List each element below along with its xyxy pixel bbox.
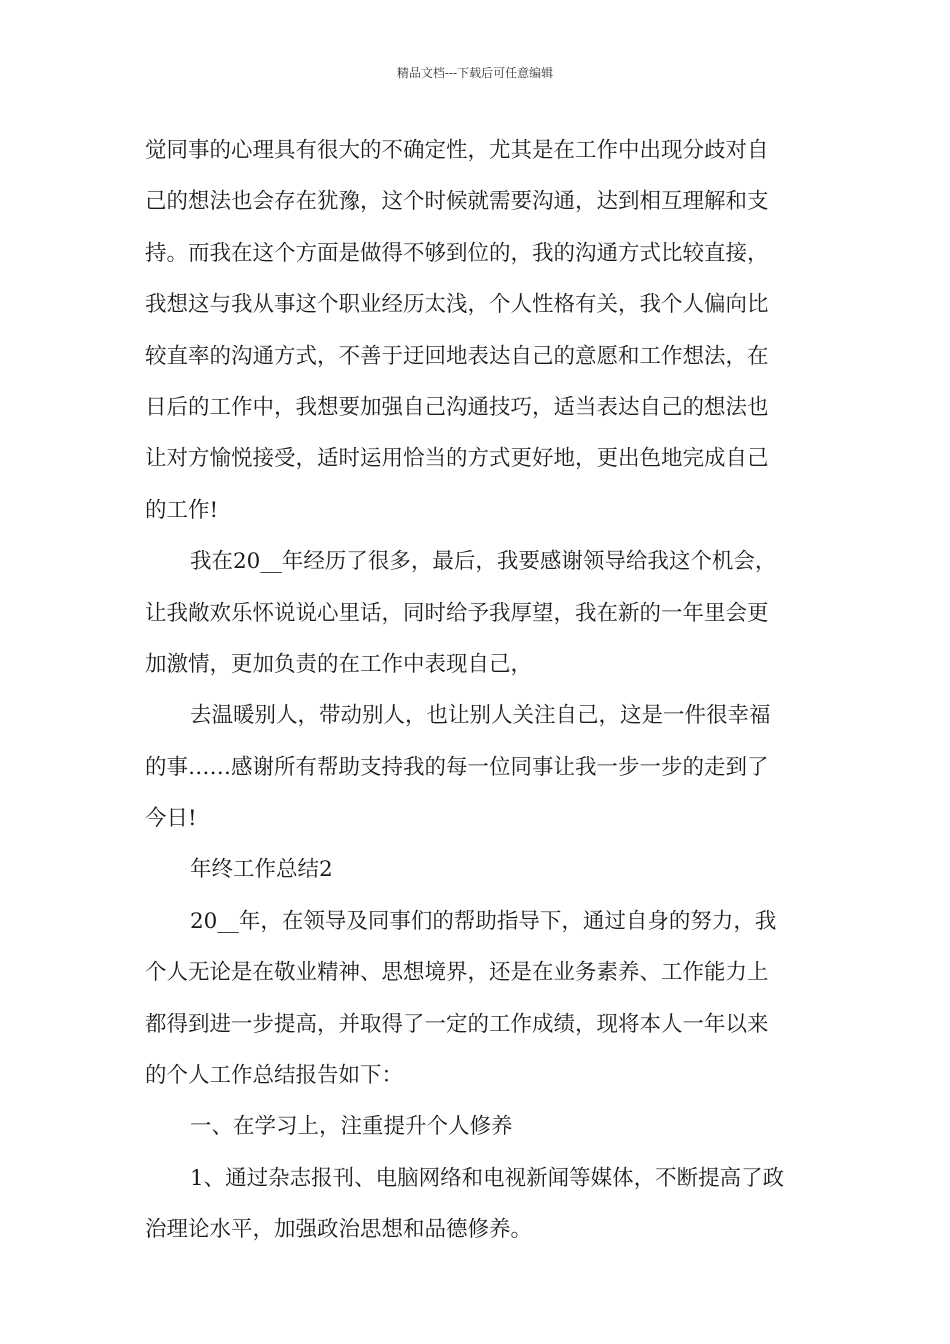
text-line: 的事……感谢所有帮助支持我的每一位同事让我一步一步的走到了 [145, 754, 769, 780]
document-body [145, 129, 810, 1260]
text-line: 今日! [145, 806, 197, 832]
text-line: 1、通过杂志报刊、电脑网络和电视新闻等媒体，不断提高了政 [190, 1165, 785, 1191]
paragraph-summary-intro [145, 900, 810, 1106]
text-line: 的个人工作总结报告如下： [145, 1063, 404, 1089]
text-line: 日后的工作中，我想要加强自己沟通技巧，适当表达自己的想法也 [145, 394, 769, 420]
text-line: 己的想法也会存在犹豫，这个时候就需要沟通，达到相互理解和支 [145, 189, 769, 215]
subsection-title: 一、在学习上，注重提升个人修养 [190, 1114, 513, 1140]
text-line: 持。而我在这个方面是做得不够到位的，我的沟通方式比较直接， [145, 240, 769, 266]
text-line: 去温暖别人，带动别人，也让别人关注自己，这是一件很幸福 [190, 703, 771, 729]
text-line: 我在20__年经历了很多，最后，我要感谢领导给我这个机会， [190, 549, 777, 575]
text-line: 较直率的沟通方式，不善于迂回地表达自己的意愿和工作想法，在 [145, 343, 769, 369]
subsection-heading [145, 1105, 810, 1156]
section-title [145, 848, 810, 899]
text-line: 我想这与我从事这个职业经历太浅，个人性格有关，我个人偏向比 [145, 292, 769, 318]
text-line: 让对方愉悦接受，适时运用恰当的方式更好地，更出色地完成自己 [145, 446, 769, 472]
text-line: 20__年，在领导及同事们的帮助指导下，通过自身的努力，我 [190, 908, 777, 934]
paragraph-warmth [145, 694, 810, 848]
text-line: 觉同事的心理具有很大的不确定性，尤其是在工作中出现分歧对自 [145, 138, 769, 163]
paragraph-item-1 [145, 1157, 810, 1260]
text-line: 个人无论是在敬业精神、思想境界，还是在业务素养、工作能力上 [145, 960, 769, 986]
text-line: 加激情，更加负责的在工作中表现自己， [145, 651, 533, 677]
paragraph-communication [145, 129, 810, 540]
text-line: 让我敞欢乐怀说说心里话，同时给予我厚望，我在新的一年里会更 [145, 600, 769, 626]
paragraph-thanks [145, 540, 810, 694]
page-header: 精品文档---下载后可任意编辑 [396, 66, 554, 80]
section-heading: 年终工作总结2 [190, 857, 333, 883]
text-line: 都得到进一步提高，并取得了一定的工作成绩，现将本人一年以来 [145, 1011, 769, 1037]
text-line: 的工作! [145, 497, 219, 523]
text-line: 治理论水平，加强政治思想和品德修养。 [145, 1217, 533, 1243]
